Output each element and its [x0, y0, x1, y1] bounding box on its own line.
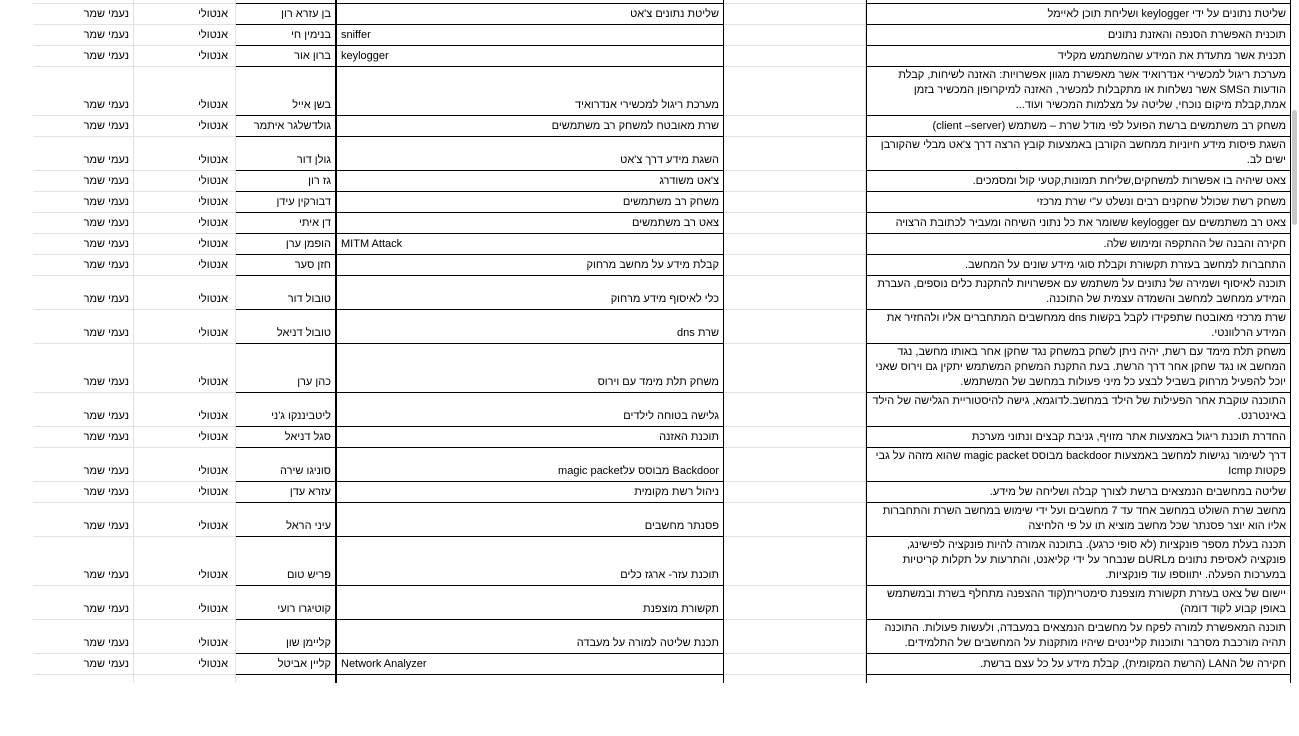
student-name-cell[interactable]	[236, 675, 336, 683]
mentor-cell[interactable]: אנטולי	[134, 4, 236, 25]
description-cell[interactable]	[866, 675, 1291, 683]
teacher-cell[interactable]: נעמי שמר	[33, 537, 134, 586]
mentor-cell[interactable]	[134, 675, 236, 683]
empty-cell[interactable]	[793, 654, 866, 675]
table-row	[33, 116, 1291, 137]
teacher-cell[interactable]: נעמי שמר	[33, 4, 134, 25]
empty-cell[interactable]	[724, 537, 793, 586]
empty-cell[interactable]	[793, 213, 866, 234]
table-row	[33, 654, 1291, 675]
mentor-cell[interactable]: אנטולי	[134, 137, 236, 171]
teacher-cell[interactable]: נעמי שמר	[33, 213, 134, 234]
table-row	[33, 537, 1291, 586]
teacher-cell[interactable]: נעמי שמר	[33, 393, 134, 427]
empty-cell[interactable]	[724, 427, 793, 448]
empty-cell[interactable]	[724, 213, 793, 234]
empty-cell[interactable]	[793, 276, 866, 310]
mentor-cell[interactable]: אנטולי	[134, 116, 236, 137]
teacher-cell[interactable]: נעמי שמר	[33, 586, 134, 620]
projects-table	[33, 0, 1291, 683]
mentor-cell[interactable]: אנטולי	[134, 171, 236, 192]
empty-cell[interactable]	[724, 25, 793, 46]
empty-cell[interactable]	[724, 586, 793, 620]
table-row-partial-bottom	[33, 675, 1291, 683]
student-name-cell[interactable]: גז רון	[236, 171, 336, 192]
project-cell[interactable]: תוכנת עזר- ארגז כלים	[336, 537, 724, 586]
empty-cell[interactable]	[724, 482, 793, 503]
empty-cell[interactable]	[793, 192, 866, 213]
student-name-cell[interactable]: סוניגו שירה	[236, 448, 336, 482]
description-cell[interactable]: תכנית אשר מתעדת את המידע שהמשתמש מקליד	[866, 46, 1291, 67]
mentor-cell[interactable]: אנטולי	[134, 586, 236, 620]
mentor-cell[interactable]: אנטולי	[134, 427, 236, 448]
project-cell[interactable]: תכנת שליטה למורה על מעבדה	[336, 620, 724, 654]
mentor-cell[interactable]: אנטולי	[134, 46, 236, 67]
student-name-cell[interactable]: בן עזרא רון	[236, 4, 336, 25]
table-row	[33, 67, 1291, 116]
empty-cell[interactable]	[793, 4, 866, 25]
table-row	[33, 310, 1291, 344]
description-cell[interactable]: החדרת תוכנת ריגול באמצעות אתר מזויף, גניבת קבצים ונתוני מערכת	[866, 427, 1291, 448]
project-cell[interactable]: משחק רב משתמשים	[336, 192, 724, 213]
description-cell[interactable]: משחק רב משתמשים ברשת הפועל לפי מודל שרת – משתמש (client –server)	[866, 116, 1291, 137]
description-cell[interactable]: מערכת ריגול למכשירי אנדרואיד אשר מאפשרת מגוון אפשרויות: האזנה לשיחות, קבלת הודעות הSMS אשר נשלחות או מתקבלות למכשיר, האזנה למיקרופון המכשיר בזמן אמת,קבלת מיקום נוכחי, שליטה על מצלמות המכשיר ועוד...	[866, 67, 1291, 116]
description-cell[interactable]: תכנה בעלת מספר פונקציות (לא סופי כרגע). בתוכנה אמורה להיות פונקציה לפישינג, פונקציה לאסיפת נתונים מURLם שנבחר על ידי קליאנט, והתרעות על תקלות קריטיות במערכות הפעלה. יתווספו עוד פונקציות.	[866, 537, 1291, 586]
table-row	[33, 620, 1291, 654]
empty-cell[interactable]	[793, 171, 866, 192]
student-name-cell[interactable]: הופמן ערן	[236, 234, 336, 255]
teacher-cell[interactable]: נעמי שמר	[33, 503, 134, 537]
project-cell[interactable]: משחק תלת מימד עם וירוס	[336, 344, 724, 393]
empty-cell[interactable]	[793, 46, 866, 67]
empty-cell[interactable]	[724, 234, 793, 255]
description-cell[interactable]: התחברות למחשב בעזרת תקשורת וקבלת סוגי מידע שונים על המחשב.	[866, 255, 1291, 276]
project-cell[interactable]: שליטת נתונים צ'אט	[336, 4, 724, 25]
teacher-cell[interactable]: נעמי שמר	[33, 137, 134, 171]
teacher-cell[interactable]: נעמי שמר	[33, 654, 134, 675]
empty-cell[interactable]	[793, 675, 866, 683]
teacher-cell[interactable]: נעמי שמר	[33, 116, 134, 137]
description-cell[interactable]: צאט רב משתמשים עם keylogger ששומר את כל נתוני השיחה ומעביר לכתובת הרצויה	[866, 213, 1291, 234]
description-cell[interactable]: צאט שיהיה בו אפשרות למשחקים,שליחת תמונות,קטעי קול ומסמכים.	[866, 171, 1291, 192]
student-name-cell[interactable]: סגל דניאל	[236, 427, 336, 448]
project-cell[interactable]: פסנתר מחשבים	[336, 503, 724, 537]
student-name-cell[interactable]: כהן ערן	[236, 344, 336, 393]
teacher-cell[interactable]: נעמי שמר	[33, 310, 134, 344]
empty-cell[interactable]	[724, 503, 793, 537]
teacher-cell[interactable]: נעמי שמר	[33, 171, 134, 192]
empty-cell[interactable]	[793, 116, 866, 137]
project-cell[interactable]: שרת מאובטח למשחק רב משתמשים	[336, 116, 724, 137]
empty-cell[interactable]	[793, 427, 866, 448]
project-cell[interactable]: צ'אט משודרג	[336, 171, 724, 192]
mentor-cell[interactable]: אנטולי	[134, 503, 236, 537]
empty-cell[interactable]	[724, 46, 793, 67]
empty-cell[interactable]	[724, 276, 793, 310]
mentor-cell[interactable]: אנטולי	[134, 25, 236, 46]
mentor-cell[interactable]: אנטולי	[134, 654, 236, 675]
project-cell[interactable]: מערכת ריגול למכשירי אנדרואיד	[336, 67, 724, 116]
mentor-cell[interactable]: אנטולי	[134, 276, 236, 310]
teacher-cell[interactable]: נעמי שמר	[33, 255, 134, 276]
project-cell[interactable]: Backdoor מבוסס עלmagic packet	[336, 448, 724, 482]
empty-cell[interactable]	[793, 586, 866, 620]
student-name-cell[interactable]: פריש טום	[236, 537, 336, 586]
table-row	[33, 586, 1291, 620]
empty-cell[interactable]	[724, 448, 793, 482]
empty-cell[interactable]	[793, 620, 866, 654]
student-name-cell[interactable]: בשן אייל	[236, 67, 336, 116]
description-cell[interactable]: תוכנה המאפשרת למורה לפקח על מחשבים הנמצאים במעבדה, ולעשות פעולות. התוכנה תהיה מורכבת מסרבר ותוכנות קליינטים שיהיו מותקנות על המחשבים של התלמידים.	[866, 620, 1291, 654]
empty-cell[interactable]	[793, 482, 866, 503]
sheet-body	[33, 0, 1291, 675]
table-row	[33, 4, 1291, 25]
teacher-cell[interactable]: נעמי שמר	[33, 344, 134, 393]
description-cell[interactable]: משחק רשת שכולל שחקנים רבים ונשלט ע"י שרת מרכזי	[866, 192, 1291, 213]
description-cell[interactable]: דרך לשימור נגישות למחשב באמצעות backdoor מבוסס magic packet שהוא מזהה על גבי פקטות Icmp	[866, 448, 1291, 482]
empty-cell[interactable]	[793, 234, 866, 255]
mentor-cell[interactable]: אנטולי	[134, 537, 236, 586]
table-row	[33, 192, 1291, 213]
empty-cell[interactable]	[793, 137, 866, 171]
student-name-cell[interactable]: גולן דור	[236, 137, 336, 171]
mentor-cell[interactable]: אנטולי	[134, 67, 236, 116]
teacher-cell[interactable]: נעמי שמר	[33, 25, 134, 46]
project-cell[interactable]: צאט רב משתמשים	[336, 213, 724, 234]
table-row	[33, 427, 1291, 448]
teacher-cell[interactable]: נעמי שמר	[33, 192, 134, 213]
table-row	[33, 46, 1291, 67]
project-cell[interactable]: MITM Attack	[336, 234, 724, 255]
table-row	[33, 503, 1291, 537]
empty-cell[interactable]	[793, 393, 866, 427]
mentor-cell[interactable]: אנטולי	[134, 393, 236, 427]
teacher-cell[interactable]: נעמי שמר	[33, 482, 134, 503]
project-cell[interactable]: השגת מידע דרך צ'אט	[336, 137, 724, 171]
mentor-cell[interactable]: אנטולי	[134, 448, 236, 482]
project-cell[interactable]	[336, 675, 724, 683]
student-name-cell[interactable]: דבורקין עידן	[236, 192, 336, 213]
mentor-cell[interactable]: אנטולי	[134, 255, 236, 276]
description-cell[interactable]: התוכנה עוקבת אחר הפעילות של הילד במחשב.לדוגמא, גישה להיסטוריית הגלישה של הילד באינטרנט.	[866, 393, 1291, 427]
table-row	[33, 171, 1291, 192]
description-cell[interactable]: תוכנית האפשרת הסנפה והאזנת נתונים	[866, 25, 1291, 46]
project-cell[interactable]: Network Analyzer	[336, 654, 724, 675]
student-name-cell[interactable]: עזרא עדן	[236, 482, 336, 503]
student-name-cell[interactable]: עיני הראל	[236, 503, 336, 537]
empty-cell[interactable]	[793, 537, 866, 586]
student-name-cell[interactable]: בנימין חי	[236, 25, 336, 46]
teacher-cell[interactable]: נעמי שמר	[33, 620, 134, 654]
project-cell[interactable]: ניהול רשת מקומית	[336, 482, 724, 503]
empty-cell[interactable]	[793, 310, 866, 344]
teacher-cell[interactable]: נעמי שמר	[33, 67, 134, 116]
mentor-cell[interactable]: אנטולי	[134, 310, 236, 344]
empty-cell[interactable]	[724, 675, 793, 683]
mentor-cell[interactable]: אנטולי	[134, 344, 236, 393]
description-cell[interactable]: שרת מרכזי מאובטח שתפקידו לקבל בקשות dns ממחשבים המתחברים אליו ולהחזיר את המידע הרלוונטי.	[866, 310, 1291, 344]
description-cell[interactable]: משחק תלת מימד עם רשת, יהיה ניתן לשחק במשחק נגד שחקן אחר באותו מחשב, נגד המחשב או נגד שחקן אחר דרך הרשת. בעת התקנת המשחק המשתמש יתקין גם וירוס שאני יוכל להפעיל מרחוק בשביל לבצע כל מיני פעולות במחשב של המשתמש.	[866, 344, 1291, 393]
project-cell[interactable]: קבלת מידע על מחשב מרחוק	[336, 255, 724, 276]
description-cell[interactable]: שליטה במחשבים הנמצאים ברשת לצורך קבלה ושליחה של מידע.	[866, 482, 1291, 503]
project-cell[interactable]: sniffer	[336, 25, 724, 46]
empty-cell[interactable]	[793, 448, 866, 482]
table-row	[33, 482, 1291, 503]
student-name-cell[interactable]: ברון אור	[236, 46, 336, 67]
mentor-cell[interactable]: אנטולי	[134, 482, 236, 503]
empty-cell[interactable]	[793, 67, 866, 116]
student-name-cell[interactable]: טובול דניאל	[236, 310, 336, 344]
student-name-cell[interactable]: דן איתי	[236, 213, 336, 234]
description-cell[interactable]: יישום של צאט בעזרת תקשורת מוצפנת סימטרית(קוד ההצפנה מתחלף בשרת ובמשתמש באופן קבוע לקוד דומה)	[866, 586, 1291, 620]
description-cell[interactable]: מחשב שרת השולט במחשב אחד עד 7 מחשבים ועל ידי שימוש במחשב השרת והתחברות אליו הוא יוצר פסנתר שכל מחשב מוציא תו על פי הלחיצה	[866, 503, 1291, 537]
table-row	[33, 393, 1291, 427]
empty-cell[interactable]	[724, 4, 793, 25]
teacher-cell[interactable]: נעמי שמר	[33, 448, 134, 482]
teacher-cell[interactable]: נעמי שמר	[33, 427, 134, 448]
teacher-cell[interactable]	[33, 675, 134, 683]
table-row	[33, 276, 1291, 310]
empty-cell[interactable]	[724, 620, 793, 654]
description-cell[interactable]: השגת פיסות מידע חיוניות ממחשב הקורבן באמצעות קובץ הרצה דרך צ'אט מבלי שהקורבן ישים לב.	[866, 137, 1291, 171]
description-cell[interactable]: שליטת נתונים על ידי keylogger ושליחת תוכן לאיימל	[866, 4, 1291, 25]
student-name-cell[interactable]: חזן סער	[236, 255, 336, 276]
student-name-cell[interactable]: גולדשלגר איתמר	[236, 116, 336, 137]
project-cell[interactable]: תקשורת מוצפנת	[336, 586, 724, 620]
empty-cell[interactable]	[724, 116, 793, 137]
student-name-cell[interactable]: קוטיגרו רועי	[236, 586, 336, 620]
mentor-cell[interactable]: אנטולי	[134, 234, 236, 255]
empty-cell[interactable]	[724, 310, 793, 344]
table-row	[33, 213, 1291, 234]
table-row	[33, 234, 1291, 255]
table-row	[33, 344, 1291, 393]
table-row	[33, 25, 1291, 46]
empty-cell[interactable]	[724, 255, 793, 276]
description-cell[interactable]: חקירה והבנה של ההתקפה ומימוש שלה.	[866, 234, 1291, 255]
table-row	[33, 255, 1291, 276]
project-cell[interactable]: גלישה בטוחה לילדים	[336, 393, 724, 427]
mentor-cell[interactable]: אנטולי	[134, 213, 236, 234]
empty-cell[interactable]	[793, 255, 866, 276]
project-cell[interactable]: כלי לאיסוף מידע מרחוק	[336, 276, 724, 310]
mentor-cell[interactable]: אנטולי	[134, 620, 236, 654]
mentor-cell[interactable]: אנטולי	[134, 192, 236, 213]
teacher-cell[interactable]: נעמי שמר	[33, 234, 134, 255]
student-name-cell[interactable]: קליימן שון	[236, 620, 336, 654]
teacher-cell[interactable]: נעמי שמר	[33, 276, 134, 310]
empty-cell[interactable]	[724, 67, 793, 116]
description-cell[interactable]: חקירה של הLAN (הרשת המקומית), קבלת מידע על כל עצם ברשת.	[866, 654, 1291, 675]
empty-cell[interactable]	[724, 344, 793, 393]
student-name-cell[interactable]: טובול דור	[236, 276, 336, 310]
empty-cell[interactable]	[793, 25, 866, 46]
description-cell[interactable]: תוכנה לאיסוף ושמירה של נתונים על משתמש עם אפשרויות להתקנת כלים נוספים, העברת המידע ממחשב למחשב והשמדה עצמית של התוכנה.	[866, 276, 1291, 310]
student-name-cell[interactable]: ליטביננקו ג'ני	[236, 393, 336, 427]
empty-cell[interactable]	[724, 137, 793, 171]
empty-cell[interactable]	[724, 654, 793, 675]
project-cell[interactable]: keylogger	[336, 46, 724, 67]
teacher-cell[interactable]: נעמי שמר	[33, 46, 134, 67]
student-name-cell[interactable]: קליין אביטל	[236, 654, 336, 675]
empty-cell[interactable]	[793, 503, 866, 537]
project-cell[interactable]: שרת dns	[336, 310, 724, 344]
empty-cell[interactable]	[724, 192, 793, 213]
vertical-scrollbar-thumb[interactable]	[1292, 110, 1297, 225]
empty-cell[interactable]	[724, 393, 793, 427]
table-row	[33, 137, 1291, 171]
empty-cell[interactable]	[724, 171, 793, 192]
empty-cell[interactable]	[793, 344, 866, 393]
table-row	[33, 448, 1291, 482]
project-cell[interactable]: תוכנת האזנה	[336, 427, 724, 448]
